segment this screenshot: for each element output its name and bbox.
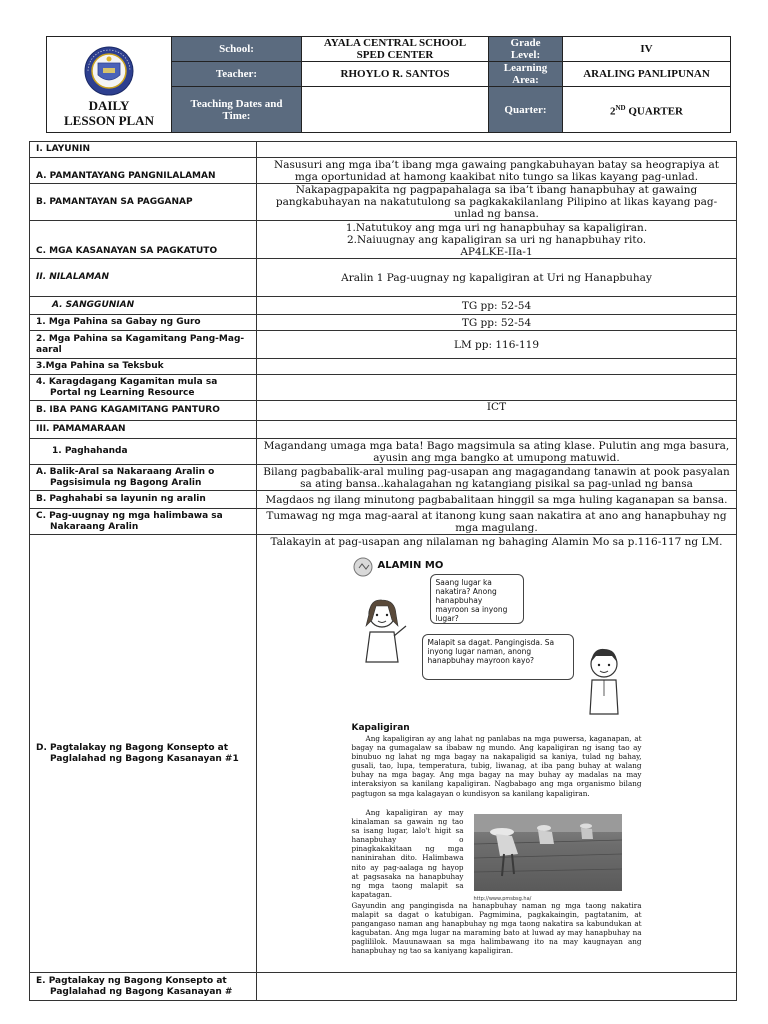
- alamin-mo-figure: [352, 552, 642, 972]
- quarter-value: [563, 87, 731, 133]
- grade-label-line1: Grade: [510, 37, 541, 49]
- lr-empty: [257, 375, 737, 401]
- kapaligiran-para3: Gayundin ang pangingisda na hanapbuhay naman ng mga taong nakatira malapit sa dagat o katubigan. Pagmimina, pagkakaingin, pagtatanim, at pangangaso naman ang hanapbuhay ng mga taong nakatira sa kabundukan at kagubatan. Ang mga lugar na maraming bato at luwad ay may hanapbuhay na paglililok. Mauunawaan sa mga halimbawang ito na may kaugnayan ang hanapbuhay ng tao sa kaniyang kapaligiran.: [351, 901, 642, 956]
- girl-illustration: [354, 596, 412, 668]
- boy-illustration: [578, 644, 630, 716]
- balik-aral-text: Bilang pagbabalik-aral muling pag-usapan ang magagandang tanawin at pook pasyalan sa ating bansa..kahalagahan ng katangiang pisikal sa pag-unlad ng bansa: [257, 465, 737, 491]
- teacher-value: RHOYLO R. SANTOS: [302, 62, 489, 87]
- area-label-line1: Learning: [503, 62, 548, 74]
- speech-bubble-1: Saang lugar ka nakatira? Anong hanapbuhay mayroon sa inyong lugar?: [430, 574, 524, 624]
- rice-field-photo: [474, 814, 622, 891]
- grade-label: [489, 37, 563, 62]
- school-value: [302, 37, 489, 62]
- rice-farmers-image: [474, 814, 622, 891]
- school-value-line2: SPED CENTER: [356, 49, 434, 61]
- nilalaman-label: II. NILALAMAN: [30, 259, 257, 297]
- pagtalakay-1-label: [30, 535, 257, 973]
- layunin-empty: [257, 142, 737, 158]
- gabay-text: TG pp: 52-54: [257, 315, 737, 331]
- pagtalakay-1-cell: [257, 535, 737, 973]
- gabay-label: 1. Mga Pahina sa Gabay ng Guro: [30, 315, 257, 331]
- d-label-line1: D. Pagtalakay ng Bagong Konsepto at: [36, 742, 229, 753]
- grade-value: IV: [563, 37, 731, 62]
- pamantayang-label: A. PAMANTAYANG PANGNILALAMAN: [30, 158, 257, 184]
- sanggunian-text: TG pp: 52-54: [257, 297, 737, 315]
- balik-label-line1: A. Balik-Aral sa Nakaraang Aralin o: [36, 466, 215, 477]
- dates-label-line2: Time:: [222, 109, 251, 122]
- sanggunian-label: A. SANGGUNIAN: [30, 297, 257, 315]
- speech-bubble-2: Malapit sa dagat. Pangingisda. Sa inyong lugar naman, anong hanapbuhay mayroon kayo?: [422, 634, 574, 680]
- area-value: ARALING PANLIPUNAN: [563, 62, 731, 87]
- pamamaraan-label: III. PAMAMARAAN: [30, 421, 257, 439]
- paghahanda-label: 1. Paghahanda: [30, 439, 257, 465]
- dates-value: [302, 87, 489, 133]
- quarter-word: QUARTER: [625, 105, 683, 118]
- area-label: [489, 62, 563, 87]
- panturo-text: ICT: [257, 401, 737, 421]
- kasanayan-label: C. MGA KASANAYAN SA PAGKATUTO: [30, 221, 257, 259]
- alamin-mo-title: ALAMIN MO: [377, 560, 444, 571]
- quarter-sup: ND: [615, 103, 626, 112]
- pag-uugnay-label: [30, 509, 257, 535]
- kapaligiran-title: Kapaligiran: [351, 723, 410, 733]
- e-label-line1: E. Pagtalakay ng Bagong Konsepto at: [36, 975, 227, 986]
- pamamaraan-empty: [257, 421, 737, 439]
- teksbuk-empty: [257, 359, 737, 375]
- pagganap-text: Nakapagpapakita ng pagpapahalaga sa iba’t ibang hanapbuhay at gawaing pangkabuhayan na nakatutulong sa pagkakakilanlang Pilipino at likas kayang pag-unlad ng bansa.: [257, 184, 737, 221]
- lr-label-line2: Portal ng Learning Resource: [50, 387, 195, 398]
- kapaligiran-para2: Ang kapaligiran ay may kinalaman sa gawain ng tao sa isang lugar, lalo't higit sa hanapbuhay o pinagkakakitaan ng mga naninirahan dito. Halimbawa nito ay pag-aalaga ng hayop at pagsasaka na hanapbuhay ng mga taong malapit sa kapatagan.: [351, 808, 464, 899]
- doc-title-line2: LESSON PLAN: [64, 112, 154, 128]
- kasanayan-cell: [257, 221, 737, 259]
- panturo-label: B. IBA PANG KAGAMITANG PANTURO: [30, 401, 257, 421]
- quarter-label: Quarter:: [489, 87, 563, 133]
- school-value-line1: AYALA CENTRAL SCHOOL: [323, 37, 467, 49]
- doc-title-line1: DAILY: [88, 97, 130, 113]
- kagamitan-label: 2. Mga Pahina sa Kagamitang Pang-Mag-aaral: [30, 331, 257, 359]
- photo-caption: http://www.pmsbsg.ha/: [473, 896, 532, 902]
- layunin-heading: I. LAYUNIN: [30, 142, 257, 158]
- header-logo-cell: [47, 37, 172, 133]
- kasanayan-line1: 1.Natutukoy ang mga uri ng hanapbuhay sa kapaligiran.: [345, 221, 648, 234]
- lr-label-line1: 4. Karagdagang Kagamitan mula sa: [36, 376, 218, 387]
- area-label-line2: Area:: [512, 74, 539, 86]
- deped-seal-icon: [74, 45, 144, 97]
- pagtalakay-2-empty: [257, 973, 737, 1001]
- uugnay-label-line2: Nakaraang Aralin: [50, 521, 139, 532]
- dates-label-line1: Teaching Dates and: [190, 97, 283, 110]
- grade-label-line2: Level:: [510, 49, 541, 61]
- e-label-line2: Paglalahad ng Bagong Kasanayan #: [50, 986, 233, 997]
- pag-uugnay-text: Tumawag ng mga mag-aaral at itanong kung saan nakatira at ano ang hanapbuhay ng mga magulang.: [257, 509, 737, 535]
- kasanayan-line2: 2.Naiuugnay ang kapaligiran sa uri ng hanapbuhay rito.: [346, 233, 647, 246]
- pagtalakay-1-text: Talakayin at pag-usapan ang nilalaman ng bahaging Alamin Mo sa p.116-117 ng LM.: [270, 536, 723, 548]
- paghahanda-text: Magandang umaga mga bata! Bago magsimula sa ating klase. Pulutin ang mga basura, ayusin ang mga bangko at umupong matuwid.: [257, 439, 737, 465]
- paghahabi-text: Magdaos ng ilang minutong pagbabalitaan hinggil sa mga huling kaganapan sa bansa.: [257, 491, 737, 509]
- uugnay-label-line1: C. Pag-uugnay ng mga halimbawa sa: [36, 510, 223, 521]
- lr-label: [30, 375, 257, 401]
- balik-label-line2: Pagsisimula ng Bagong Aralin: [50, 477, 202, 488]
- pagganap-label: B. PAMANTAYAN SA PAGGANAP: [30, 184, 257, 221]
- quarter-num: 2: [610, 105, 616, 118]
- alamin-mo-icon: [352, 556, 374, 578]
- school-label: School:: [172, 37, 302, 62]
- d-label-line2: Paglalahad ng Bagong Kasanayan #1: [50, 753, 239, 764]
- balik-aral-label: [30, 465, 257, 491]
- teksbuk-label: 3.Mga Pahina sa Teksbuk: [30, 359, 257, 375]
- nilalaman-text: Aralin 1 Pag-uugnay ng kapaligiran at Uri ng Hanapbuhay: [257, 259, 737, 297]
- kagamitan-text: LM pp: 116-119: [257, 331, 737, 359]
- lesson-plan-table: [29, 141, 737, 1001]
- teacher-label: Teacher:: [172, 62, 302, 87]
- header-table: [46, 36, 731, 133]
- kapaligiran-para1: Ang kapaligiran ay ang lahat ng panlabas na mga puwersa, kaganapan, at bagay na gumagalaw sa ibabaw ng mundo. Ang kapaligiran ng isang tao ay binubuo ng lahat ng mga bagay na nakapaligid sa kaniya, tulad ng bahay, gusali, tao, lupa, temperatura, tubig, liwanag, at iba pang buhay at walang buhay na mga bagay. Ang mga bagay na may buhay ay madalas na may interaksiyon sa kanilang kapaligiran. Nagbabago ang mga organismo bilang pagtugon sa mga kalagayan o kundisyon sa kanilang kapaligiran.: [351, 734, 642, 798]
- pagtalakay-2-label: [30, 973, 257, 1001]
- kasanayan-code: AP4LKE-IIa-1: [460, 245, 533, 258]
- dates-label: [172, 87, 302, 133]
- pamantayang-text: Nasusuri ang mga iba’t ibang mga gawaing pangkabuhayan batay sa heograpiya at mga oportunidad at hamong kaakibat nito tungo sa likas kayang pag-unlad.: [257, 158, 737, 184]
- paghahabi-label: B. Paghahabi sa layunin ng aralin: [30, 491, 257, 509]
